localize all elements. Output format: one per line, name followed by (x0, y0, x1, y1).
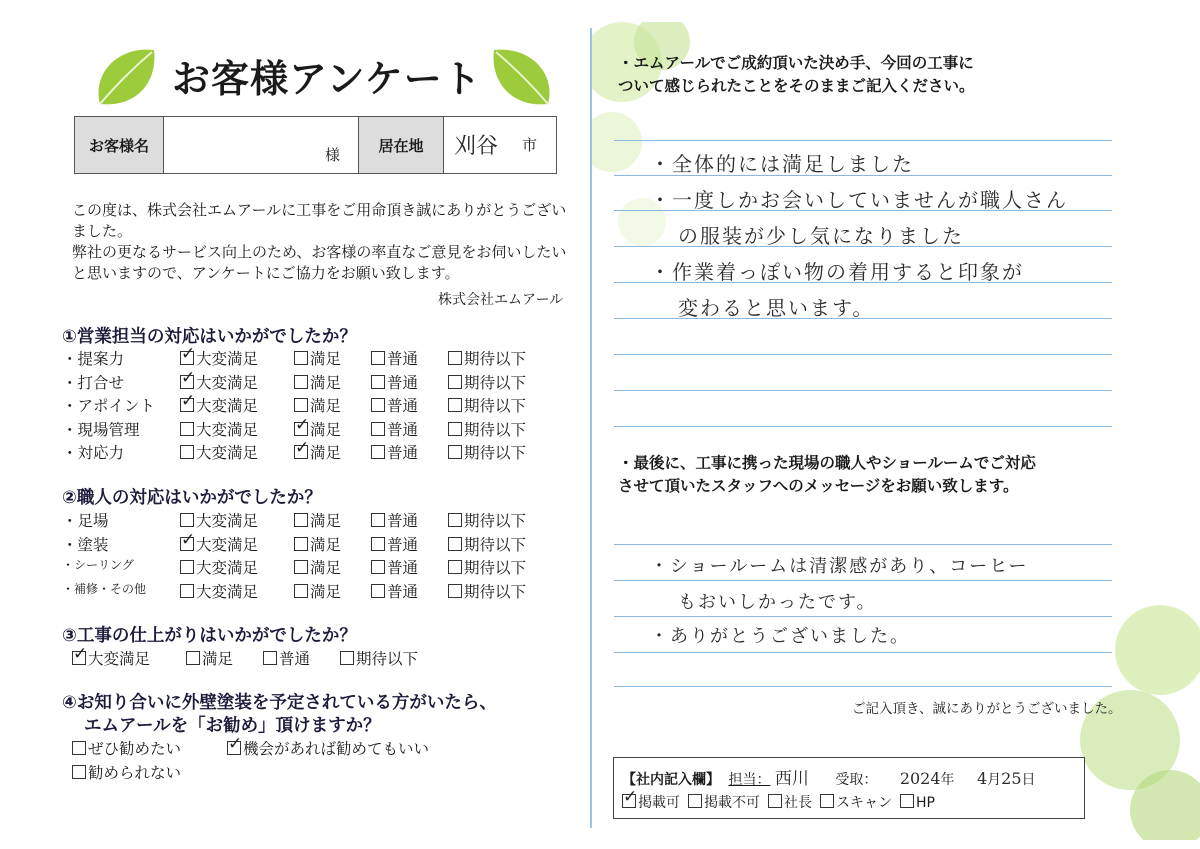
office-check-label: 社長 (784, 795, 812, 811)
q2-checkbox[interactable] (294, 513, 308, 527)
q3-checkbox[interactable] (263, 651, 277, 665)
q1-option[interactable] (448, 371, 526, 393)
q4-option-label: 機会があれば勧めてもいい (243, 740, 430, 758)
office-received-year: 2024 (899, 769, 941, 788)
office-check-label: 掲載不可 (704, 795, 760, 811)
q1-option-label: 普通 (387, 373, 419, 392)
customer-info-table (74, 116, 557, 174)
q6-answer-line: もおいしかったです。 (678, 592, 877, 613)
q1-checkbox[interactable] (180, 398, 194, 412)
q4-option-label: ぜひ勧めたい (88, 740, 182, 758)
q3-checkbox[interactable] (340, 651, 354, 665)
q3-option[interactable] (186, 647, 233, 669)
q1-checkbox[interactable] (294, 375, 308, 389)
q2-checkbox[interactable] (180, 513, 194, 527)
q1-option-label: 満足 (310, 397, 342, 415)
ruled-line (614, 616, 1112, 617)
q6-line-2: させて頂いたスタッフへのメッセージをお願い致します。 (618, 477, 1019, 495)
q4-option-label: 勧められない (88, 764, 182, 782)
q1-option[interactable] (294, 371, 341, 393)
office-line-1 (622, 764, 1036, 789)
q2-option[interactable] (371, 580, 418, 602)
office-month-unit: 月 (987, 772, 1002, 788)
q6-answer-line: ・ありがとうございました。 (650, 626, 910, 647)
q5-answer-line: の服装が少し気になりました (678, 224, 964, 248)
q1-option-label: 普通 (387, 397, 419, 415)
office-label: 【社内記入欄】 (622, 772, 720, 788)
q1-option[interactable] (180, 371, 258, 393)
q1-checkbox[interactable] (371, 375, 385, 389)
q2-row-label: ・塗装 (62, 535, 109, 554)
q1-checkbox[interactable] (448, 422, 462, 436)
office-checkboxes (622, 792, 943, 812)
thanks-message: ご記入頂き、誠にありがとうございました。 (852, 701, 1122, 717)
q1-checkbox[interactable] (448, 445, 462, 459)
q2-row-label: ・補修・その他 (62, 581, 147, 596)
q1-option[interactable] (294, 418, 341, 440)
q1-option[interactable] (180, 441, 258, 463)
q2-option[interactable] (180, 533, 258, 555)
city-suffix: 市 (522, 136, 538, 154)
office-checkbox[interactable] (900, 794, 914, 808)
q2-checkbox[interactable] (180, 537, 194, 551)
leaf-icon-left (92, 44, 162, 110)
office-check-option[interactable] (622, 795, 680, 811)
q1-checkbox[interactable] (448, 351, 462, 365)
intro-paragraph-2: 弊社の更なるサービス向上のため、お客様の率直なご意見をお伺いしたいと思いますので、アンケートにご協力をお願い致します。 (72, 243, 567, 282)
q2-checkbox[interactable] (448, 537, 462, 551)
q5-question (618, 52, 1138, 98)
company-name: 株式会社エムアール (438, 292, 564, 308)
q2-option[interactable] (294, 556, 341, 578)
ruled-line (614, 354, 1112, 355)
q1-option[interactable] (180, 394, 258, 416)
q1-option[interactable] (371, 347, 418, 369)
q2-checkbox[interactable] (371, 584, 385, 598)
q1-option-label: 大変満足 (196, 444, 259, 462)
q1-row-label: ・対応力 (62, 444, 125, 462)
q1-row-label: ・アポイント (62, 397, 156, 415)
office-check-label: 掲載可 (638, 795, 680, 811)
q4-option[interactable] (72, 737, 181, 759)
q2-option[interactable] (180, 580, 258, 602)
q1-option[interactable] (448, 418, 526, 440)
q6-line-1: ・最後に、工事に携った現場の職人やショールームでご対応 (618, 454, 1036, 472)
q3-option[interactable] (340, 647, 418, 669)
q1-checkbox[interactable] (371, 422, 385, 436)
q2-option-label: 期待以下 (464, 512, 527, 530)
office-checkbox[interactable] (820, 794, 834, 808)
q1-option[interactable] (180, 347, 258, 369)
q2-row-label: ・シーリング (62, 558, 134, 572)
q5-line-1: ・エムアールでご成約頂いた決め手、今回の工事に (618, 54, 974, 72)
q5-answer-line: ・一度しかお会いしていませんが職人さん (650, 188, 1068, 212)
q2-option-label: 満足 (310, 512, 342, 530)
ruled-line (614, 652, 1112, 653)
office-received-label: 受取： (835, 772, 878, 788)
q1-option[interactable] (294, 347, 341, 369)
q5-line-2: ついて感じられたことをそのままご記入ください。 (618, 77, 975, 95)
page-title: お客様アンケート (172, 57, 482, 101)
q1-option[interactable] (448, 441, 526, 463)
q1-option[interactable] (448, 394, 526, 416)
q6-answer-line: ・ショールームは清潔感があり、コーヒー (650, 556, 1029, 577)
q1-option[interactable] (294, 441, 341, 463)
q2-title: ②職人の対応はいかがでしたか？ (62, 488, 322, 508)
intro-paragraph-1: この度は、株式会社エムアールに工事をご用命頂き誠にありがとうございました。 (72, 201, 567, 240)
office-check-label: スキャン (836, 795, 892, 811)
q3-checkbox[interactable] (186, 651, 200, 665)
q2-option-label: 期待以下 (464, 559, 527, 577)
q2-option-label: 普通 (387, 512, 419, 530)
office-received-day: 25 (1001, 769, 1022, 788)
q1-option[interactable] (371, 371, 418, 393)
q1-row-label: ・提案力 (62, 350, 125, 368)
customer-name-label: お客様名 (75, 117, 164, 174)
q6-question (618, 452, 1138, 498)
q2-checkbox[interactable] (448, 560, 462, 574)
ruled-line (614, 580, 1112, 581)
q2-checkbox[interactable] (180, 560, 194, 574)
q1-row-label: ・現場管理 (62, 420, 140, 439)
ruled-line (614, 544, 1112, 545)
residence-label: 居在地 (359, 117, 444, 174)
q2-checkbox[interactable] (294, 584, 308, 598)
customer-name-field[interactable] (164, 117, 359, 174)
q1-title: ①営業担当の対応はいかがでしたか？ (62, 327, 357, 347)
q3-option[interactable] (72, 647, 150, 669)
q1-option-label: 期待以下 (464, 397, 527, 415)
q2-checkbox[interactable] (294, 560, 308, 574)
q1-checkbox[interactable] (294, 351, 308, 365)
q3-option-label: 満足 (202, 650, 234, 668)
q2-checkbox[interactable] (371, 560, 385, 574)
office-use-box (613, 757, 1085, 819)
q2-option[interactable] (294, 580, 341, 602)
q4-checkbox[interactable] (72, 765, 86, 779)
q5-answer-line: ・全体的には満足しました (650, 152, 914, 176)
q1-checkbox[interactable] (180, 445, 194, 459)
q2-option[interactable] (448, 580, 526, 602)
q1-option-label: 大変満足 (196, 397, 259, 415)
q3-option-label: 大変満足 (88, 650, 151, 668)
q1-option-label: 満足 (310, 444, 342, 462)
q3-option-label: 普通 (279, 650, 311, 668)
q1-checkbox[interactable] (448, 375, 462, 389)
q1-option-label: 普通 (387, 444, 419, 462)
q1-option-label: 満足 (310, 373, 342, 392)
office-day-unit: 日 (1021, 772, 1036, 788)
q5-answer-line: 変わると思います。 (678, 296, 875, 320)
q2-option[interactable] (448, 509, 526, 531)
q2-option[interactable] (371, 556, 418, 578)
office-check-label: HP (916, 795, 935, 811)
q1-checkbox[interactable] (294, 422, 308, 436)
q1-checkbox[interactable] (371, 351, 385, 365)
office-checkbox[interactable] (622, 794, 636, 808)
leaf-icon-right (486, 44, 556, 110)
q1-row-label: ・打合せ (62, 373, 125, 392)
q2-option-label: 普通 (387, 535, 419, 554)
office-checkbox[interactable] (768, 794, 782, 808)
q2-checkbox[interactable] (371, 537, 385, 551)
office-check-option[interactable] (820, 795, 892, 811)
q2-option[interactable] (294, 533, 341, 555)
q1-option-label: 普通 (387, 350, 419, 368)
office-check-option[interactable] (688, 795, 760, 811)
q1-option[interactable] (180, 418, 258, 440)
office-check-option[interactable] (768, 795, 812, 811)
q2-checkbox[interactable] (371, 513, 385, 527)
q1-checkbox[interactable] (294, 398, 308, 412)
q2-option-label: 満足 (310, 559, 342, 577)
ruled-line (614, 426, 1112, 427)
q4-title-line1: ④お知り合いに外壁塗装を予定されている方がいたら、 (62, 693, 497, 713)
q2-option[interactable] (294, 509, 341, 531)
q4-option[interactable] (72, 761, 181, 783)
q2-checkbox[interactable] (294, 537, 308, 551)
q2-option[interactable] (448, 533, 526, 555)
office-received-month: 4 (976, 769, 988, 788)
q1-checkbox[interactable] (180, 351, 194, 365)
q2-option-label: 期待以下 (464, 582, 527, 601)
q1-checkbox[interactable] (371, 445, 385, 459)
q1-option[interactable] (294, 394, 341, 416)
q1-checkbox[interactable] (448, 398, 462, 412)
q2-checkbox[interactable] (448, 584, 462, 598)
ruled-line (614, 140, 1112, 141)
q1-option-label: 普通 (387, 420, 419, 439)
q1-option-label: 満足 (310, 350, 342, 368)
q2-checkbox[interactable] (180, 584, 194, 598)
q4-checkbox[interactable] (72, 741, 86, 755)
office-year-unit: 年 (940, 772, 955, 788)
q2-option[interactable] (180, 556, 258, 578)
q1-option-label: 大変満足 (196, 373, 259, 392)
q1-option[interactable] (371, 441, 418, 463)
q1-option-label: 大変満足 (196, 420, 259, 439)
q5-answer-line: ・作業着っぽい物の着用すると印象が (650, 260, 1024, 284)
q2-option-label: 普通 (387, 582, 419, 601)
q2-option-label: 普通 (387, 559, 419, 577)
q1-option-label: 期待以下 (464, 373, 527, 392)
honorific: 様 (324, 146, 340, 164)
q4-option[interactable] (227, 737, 429, 759)
q1-option[interactable] (448, 347, 526, 369)
q4-checkbox[interactable] (227, 741, 241, 755)
q2-option[interactable] (371, 533, 418, 555)
residence-value: 刈谷 (454, 134, 499, 159)
ruled-line (614, 686, 1112, 687)
q2-option[interactable] (180, 509, 258, 531)
q1-checkbox[interactable] (371, 398, 385, 412)
q3-option-label: 期待以下 (356, 650, 419, 668)
q1-checkbox[interactable] (180, 422, 194, 436)
q2-checkbox[interactable] (448, 513, 462, 527)
ruled-line (614, 390, 1112, 391)
office-staff-label: 担当： (728, 772, 771, 788)
q2-option[interactable] (371, 509, 418, 531)
q2-option-label: 大変満足 (196, 582, 259, 601)
q2-option-label: 大変満足 (196, 512, 259, 530)
q2-row-label: ・足場 (62, 512, 109, 530)
q1-option[interactable] (371, 418, 418, 440)
q1-checkbox[interactable] (294, 445, 308, 459)
q3-checkbox[interactable] (72, 651, 86, 665)
q1-option-label: 期待以下 (464, 350, 527, 368)
q2-option-label: 大変満足 (196, 559, 259, 577)
q1-option[interactable] (371, 394, 418, 416)
q2-option-label: 大変満足 (196, 535, 259, 554)
q1-option-label: 期待以下 (464, 420, 527, 439)
q1-option-label: 満足 (310, 420, 342, 439)
office-checkbox[interactable] (688, 794, 702, 808)
intro-text (72, 200, 572, 284)
q1-checkbox[interactable] (180, 375, 194, 389)
q1-option-label: 大変満足 (196, 350, 259, 368)
q1-option-label: 期待以下 (464, 444, 527, 462)
q2-option-label: 満足 (310, 582, 342, 601)
q2-option-label: 期待以下 (464, 535, 527, 554)
residence-field[interactable] (444, 117, 557, 174)
q4-title-line2: エムアールを「お勧め」頂けますか？ (84, 716, 381, 736)
office-check-option[interactable] (900, 795, 935, 811)
q3-option[interactable] (263, 647, 310, 669)
q2-option-label: 満足 (310, 535, 342, 554)
office-staff-value: 西川 (774, 769, 809, 789)
q3-title: ③工事の仕上がりはいかがでしたか？ (62, 626, 357, 646)
q2-option[interactable] (448, 556, 526, 578)
